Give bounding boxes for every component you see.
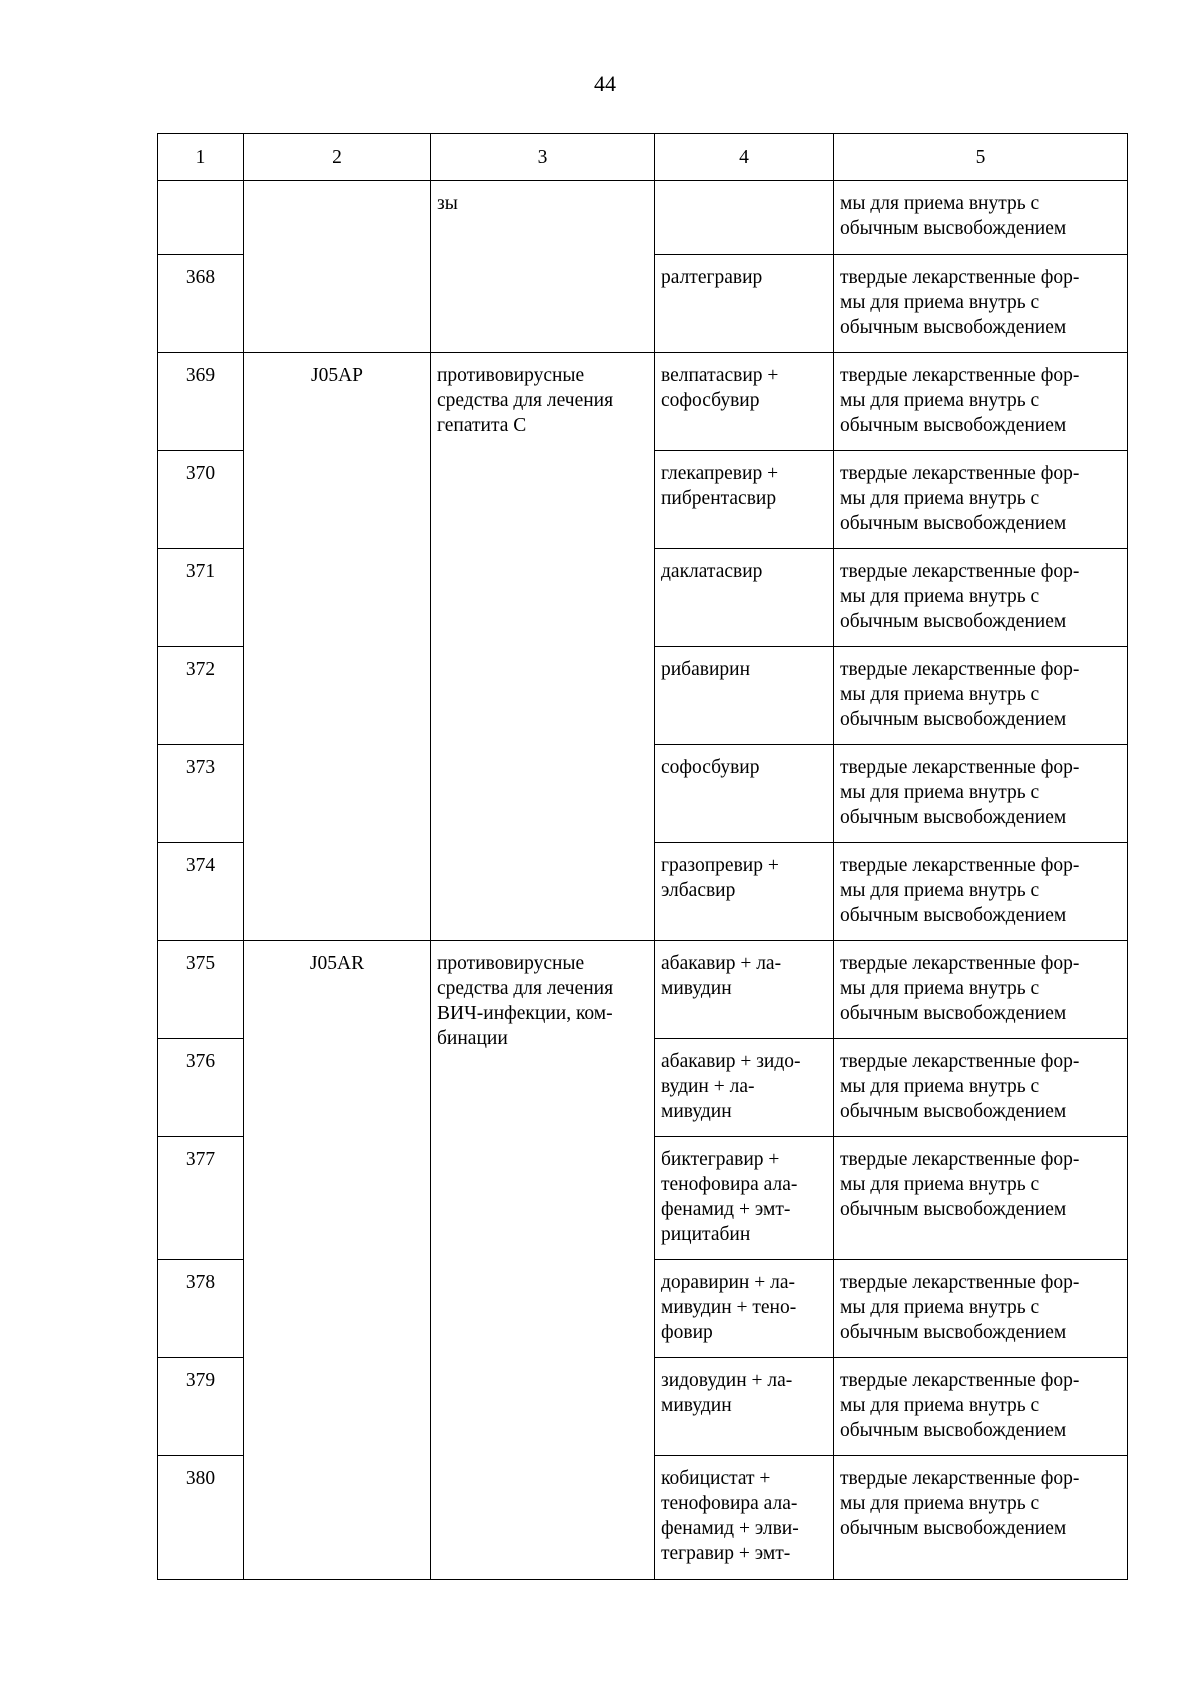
group-name: противовирусные средства для лечения гепатита С (431, 353, 655, 941)
atc-code: J05AR (244, 941, 431, 1580)
dosage-form: твердые лекарственные фор- мы для приема внутрь с обычным высвобождением (834, 843, 1128, 941)
header-col-4: 4 (655, 134, 834, 181)
drug-name (655, 181, 834, 255)
row-number: 376 (158, 1039, 244, 1137)
dosage-form: твердые лекарственные фор- мы для приема внутрь с обычным высвобождением (834, 941, 1128, 1039)
dosage-form: твердые лекарственные фор- мы для приема внутрь с обычным высвобождением (834, 1137, 1128, 1260)
dosage-form: твердые лекарственные фор- мы для приема внутрь с обычным высвобождением (834, 549, 1128, 647)
atc-code (244, 181, 431, 353)
row-number: 375 (158, 941, 244, 1039)
group-name: зы (431, 181, 655, 353)
drug-name: велпатасвир + софосбувир (655, 353, 834, 451)
drug-name: даклатасвир (655, 549, 834, 647)
drug-name: софосбувир (655, 745, 834, 843)
row-number: 377 (158, 1137, 244, 1260)
header-col-3: 3 (431, 134, 655, 181)
header-col-5: 5 (834, 134, 1128, 181)
dosage-form: твердые лекарственные фор- мы для приема внутрь с обычным высвобождением (834, 1358, 1128, 1456)
dosage-form: твердые лекарственные фор- мы для приема внутрь с обычным высвобождением (834, 255, 1128, 353)
dosage-form: твердые лекарственные фор- мы для приема внутрь с обычным высвобождением (834, 353, 1128, 451)
dosage-form: твердые лекарственные фор- мы для приема внутрь с обычным высвобождением (834, 1039, 1128, 1137)
drug-name: зидовудин + ла- мивудин (655, 1358, 834, 1456)
drug-table (157, 133, 1128, 1580)
drug-name: биктегравир + тенофовира ала- фенамид + эмт- рицитабин (655, 1137, 834, 1260)
row-number: 371 (158, 549, 244, 647)
dosage-form: мы для приема внутрь с обычным высвобождением (834, 181, 1128, 255)
drug-name: доравирин + ла- мивудин + тено- фовир (655, 1260, 834, 1358)
header-col-2: 2 (244, 134, 431, 181)
drug-name: гразопревир + элбасвир (655, 843, 834, 941)
dosage-form: твердые лекарственные фор- мы для приема внутрь с обычным высвобождением (834, 1260, 1128, 1358)
row-number: 379 (158, 1358, 244, 1456)
drug-name: абакавир + ла- мивудин (655, 941, 834, 1039)
table-row (158, 941, 1128, 1039)
row-number: 368 (158, 255, 244, 353)
dosage-form: твердые лекарственные фор- мы для приема внутрь с обычным высвобождением (834, 451, 1128, 549)
dosage-form: твердые лекарственные фор- мы для приема внутрь с обычным высвобождением (834, 745, 1128, 843)
row-number: 369 (158, 353, 244, 451)
table-row (158, 181, 1128, 255)
row-number (158, 181, 244, 255)
row-number: 378 (158, 1260, 244, 1358)
dosage-form: твердые лекарственные фор- мы для приема внутрь с обычным высвобождением (834, 647, 1128, 745)
header-row (158, 134, 1128, 181)
row-number: 370 (158, 451, 244, 549)
row-number: 373 (158, 745, 244, 843)
row-number: 374 (158, 843, 244, 941)
drug-name: абакавир + зидо- вудин + ла- мивудин (655, 1039, 834, 1137)
atc-code: J05AP (244, 353, 431, 941)
dosage-form: твердые лекарственные фор- мы для приема внутрь с обычным высвобождением (834, 1456, 1128, 1580)
drug-name: рибавирин (655, 647, 834, 745)
group-name: противовирусные средства для лечения ВИЧ-инфекции, ком- бинации (431, 941, 655, 1580)
row-number: 380 (158, 1456, 244, 1580)
drug-name: глекапревир + пибрентасвир (655, 451, 834, 549)
drug-name: ралтегравир (655, 255, 834, 353)
row-number: 372 (158, 647, 244, 745)
table-row (158, 353, 1128, 451)
page-number: 44 (594, 71, 616, 96)
header-col-1: 1 (158, 134, 244, 181)
drug-name: кобицистат + тенофовира ала- фенамид + элви- тегравир + эмт- (655, 1456, 834, 1580)
